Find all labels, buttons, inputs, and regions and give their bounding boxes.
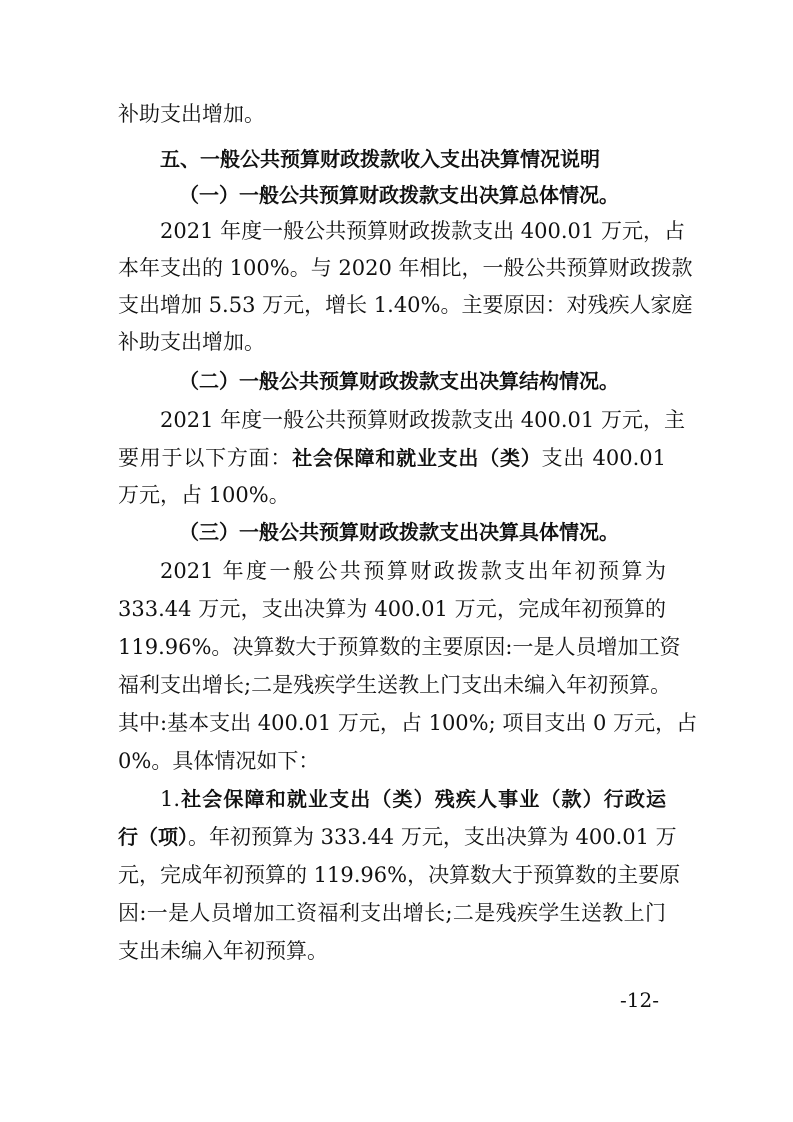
- paragraph-line: 本年支出的 100%。与 2020 年相比，一般公共预算财政拨款: [118, 256, 693, 280]
- paragraph-line: [160, 781, 666, 817]
- paragraph-line: 119.96%。决算数大于预算数的主要原因:一是人员增加工资: [118, 635, 681, 659]
- paragraph-line: 元，完成年初预算的 119.96%，决算数大于预算数的主要原: [118, 863, 681, 887]
- subsection-heading-3: （三）一般公共预算财政拨款支出决算具体情况。: [179, 520, 619, 544]
- paragraph-line: 支出增加 5.53 万元，增长 1.40%。主要原因：对残疾人家庭: [118, 293, 693, 317]
- text-run: 。年初预算为 333.44 万元，支出决算为 400.01 万: [188, 825, 677, 849]
- paragraph-line: 补助支出增加。: [118, 102, 265, 126]
- subsection-heading-1: （一）一般公共预算财政拨款支出决算总体情况。: [179, 183, 619, 207]
- paragraph-line: [118, 440, 666, 476]
- item-title-emphasis: 行（项）: [118, 825, 188, 849]
- paragraph-line: 0%。具体情况如下：: [118, 749, 320, 773]
- paragraph-line: 2021 年度一般公共预算财政拨款支出 400.01 万元，主: [160, 408, 685, 432]
- page-number: -12-: [620, 988, 659, 1012]
- text-run: 支出 400.01: [541, 446, 667, 470]
- item-number: 1.: [160, 787, 181, 811]
- paragraph-line: 2021 年度一般公共预算财政拨款支出 400.01 万元，占: [160, 219, 685, 243]
- text-run: 要用于以下方面：: [118, 446, 293, 470]
- subsection-heading-2: （二）一般公共预算财政拨款支出决算结构情况。: [179, 369, 619, 393]
- paragraph-line: 支出未编入年初预算。: [118, 939, 328, 963]
- paragraph-line: 补助支出增加。: [118, 330, 265, 354]
- paragraph-line: 333.44 万元，支出决算为 400.01 万元，完成年初预算的: [118, 597, 666, 621]
- paragraph-line: 因:一是人员增加工资福利支出增长;二是残疾学生送教上门: [118, 901, 666, 925]
- paragraph-line: 福利支出增长;二是残疾学生送教上门支出未编入年初预算。: [118, 673, 672, 697]
- paragraph-line: 万元，占 100%。: [118, 483, 290, 507]
- paragraph-line: 其中:基本支出 400.01 万元，占 100%; 项目支出 0 万元，占: [118, 711, 698, 735]
- item-title-emphasis: 社会保障和就业支出（类）残疾人事业（款）行政运: [180, 787, 666, 811]
- paragraph-line: 2021 年度一般公共预算财政拨款支出年初预算为: [160, 559, 666, 583]
- category-emphasis: 社会保障和就业支出（类）: [292, 446, 542, 470]
- paragraph-line: [118, 819, 677, 855]
- section-heading-5: 五、一般公共预算财政拨款收入支出决算情况说明: [160, 147, 600, 171]
